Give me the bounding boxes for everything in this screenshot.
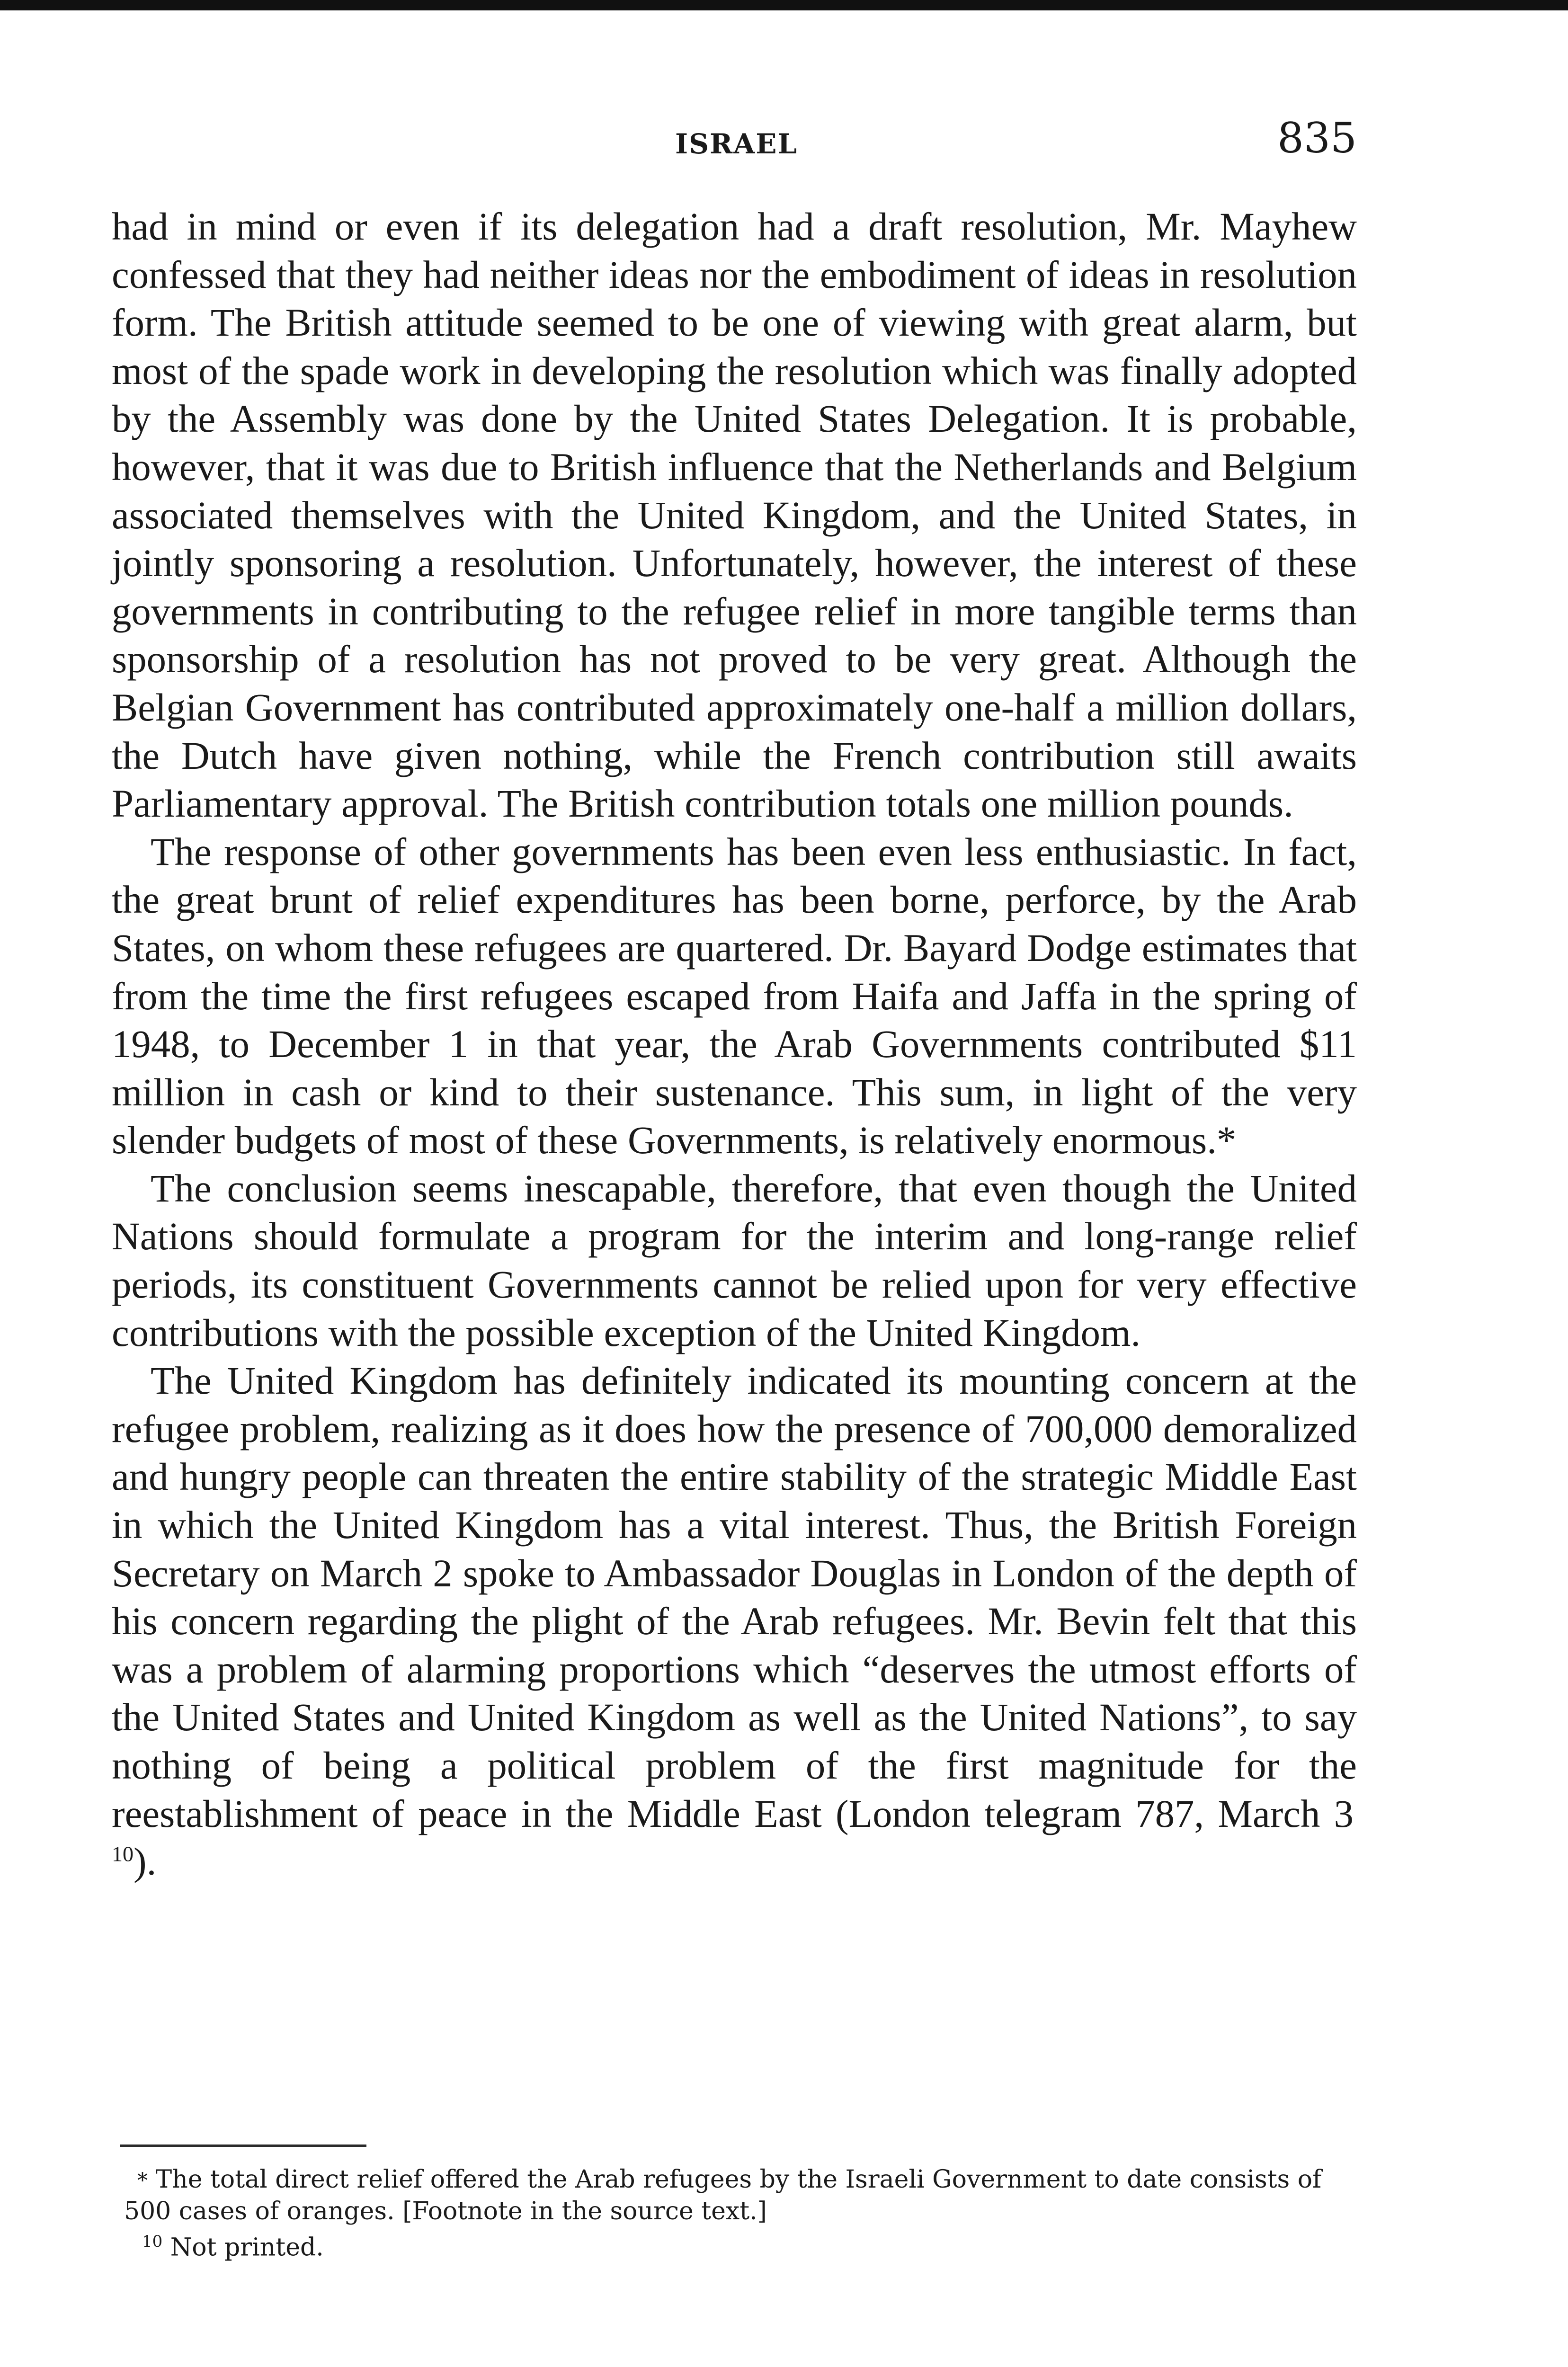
footnote-star-text: The total direct relief offered the Arab refugees by the Israeli Government to date consists of 500 cases of oranges. [Footnote in the source text.] [124, 2165, 1322, 2225]
running-title: ISRAEL [675, 128, 798, 160]
footnotes [124, 2164, 1374, 2262]
paragraph-4 [112, 1357, 1357, 1886]
top-edge-rule [0, 0, 1568, 10]
note-ref-10: 10 [112, 1842, 134, 1866]
running-head [112, 114, 1357, 170]
paragraph-2: The response of other governments has been even less enthusiastic. In fact, the great brunt of relief expenditures has been borne, perforce, by the Arab States, on whom these refugees are quartered. Dr. Bayard Dodge estimates that from the time the first refugees escaped from Haifa and Jaffa in the spring of 1948, to December 1 in that year, the Arab Governments contributed $11 million in cash or kind to their sustenance. This sum, in light of the very slender budgets of most of these Governments, is relatively enormous.* [112, 829, 1357, 1162]
footnote-star-marker: * [137, 2169, 148, 2193]
paragraph-1: had in mind or even if its delegation had a draft resolution, Mr. Mayhew confessed that they had neither ideas nor the embodiment of ideas in resolution form. The British attitude seemed to be one of viewing with great alarm, but most of the spade work in developing the resolution which was finally adopted by the Assembly was done by the United States Delegation. It is probable, however, that it was due to British influence that the Netherlands and Belgium associated themselves with the United Kingdom, and the United States, in jointly sponsoring a resolution. Unfortunately, however, the interest of these governments in contributing to the refugee relief in more tangible terms than sponsorship of a resolution has not proved to be very great. Although the Belgian Government has contributed approximately one-half a million dollars, the Dutch have given nothing, while the French contribution still awaits Parliamentary approval. The British contribution totals one million pounds. [112, 205, 1357, 826]
footnote-10-marker: 10 [142, 2232, 163, 2251]
paragraph-4-tail: ). [134, 1840, 157, 1884]
paragraph-3: The conclusion seems inescapable, therefore, that even though the United Nations should formulate a program for the interim and long-range relief periods, its constituent Governments cannot be relied upon for very effective contributions with the possible exception of the United Kingdom. [112, 1166, 1357, 1354]
page-number: 835 [1277, 114, 1357, 162]
paragraph-4-text: The United Kingdom has definitely indicated its mounting concern at the refugee problem, realizing as it does how the presence of 700,000 demoralized and hungry people can threaten the entire stability of the strategic Middle East in which the United Kingdom has a vital interest. Thus, the British Foreign Secretary on March 2 spoke to Ambassador Douglas in London of the depth of his concern regarding the plight of the Arab refugees. Mr. Bevin felt that this was a problem of alarming proportions which “deserves the utmost efforts of the United States and United Kingdom as well as the United Nations”, to say nothing of being a political problem of the first magnitude for the reestablishment of peace in the Middle East (London telegram 787, March 3 [112, 1359, 1357, 1835]
footnote-10 [124, 2226, 1374, 2262]
footnote-10-text: Not printed. [170, 2233, 324, 2262]
body-text [112, 203, 1357, 1886]
footnote-rule [120, 2145, 366, 2147]
footnote-star [124, 2164, 1374, 2226]
